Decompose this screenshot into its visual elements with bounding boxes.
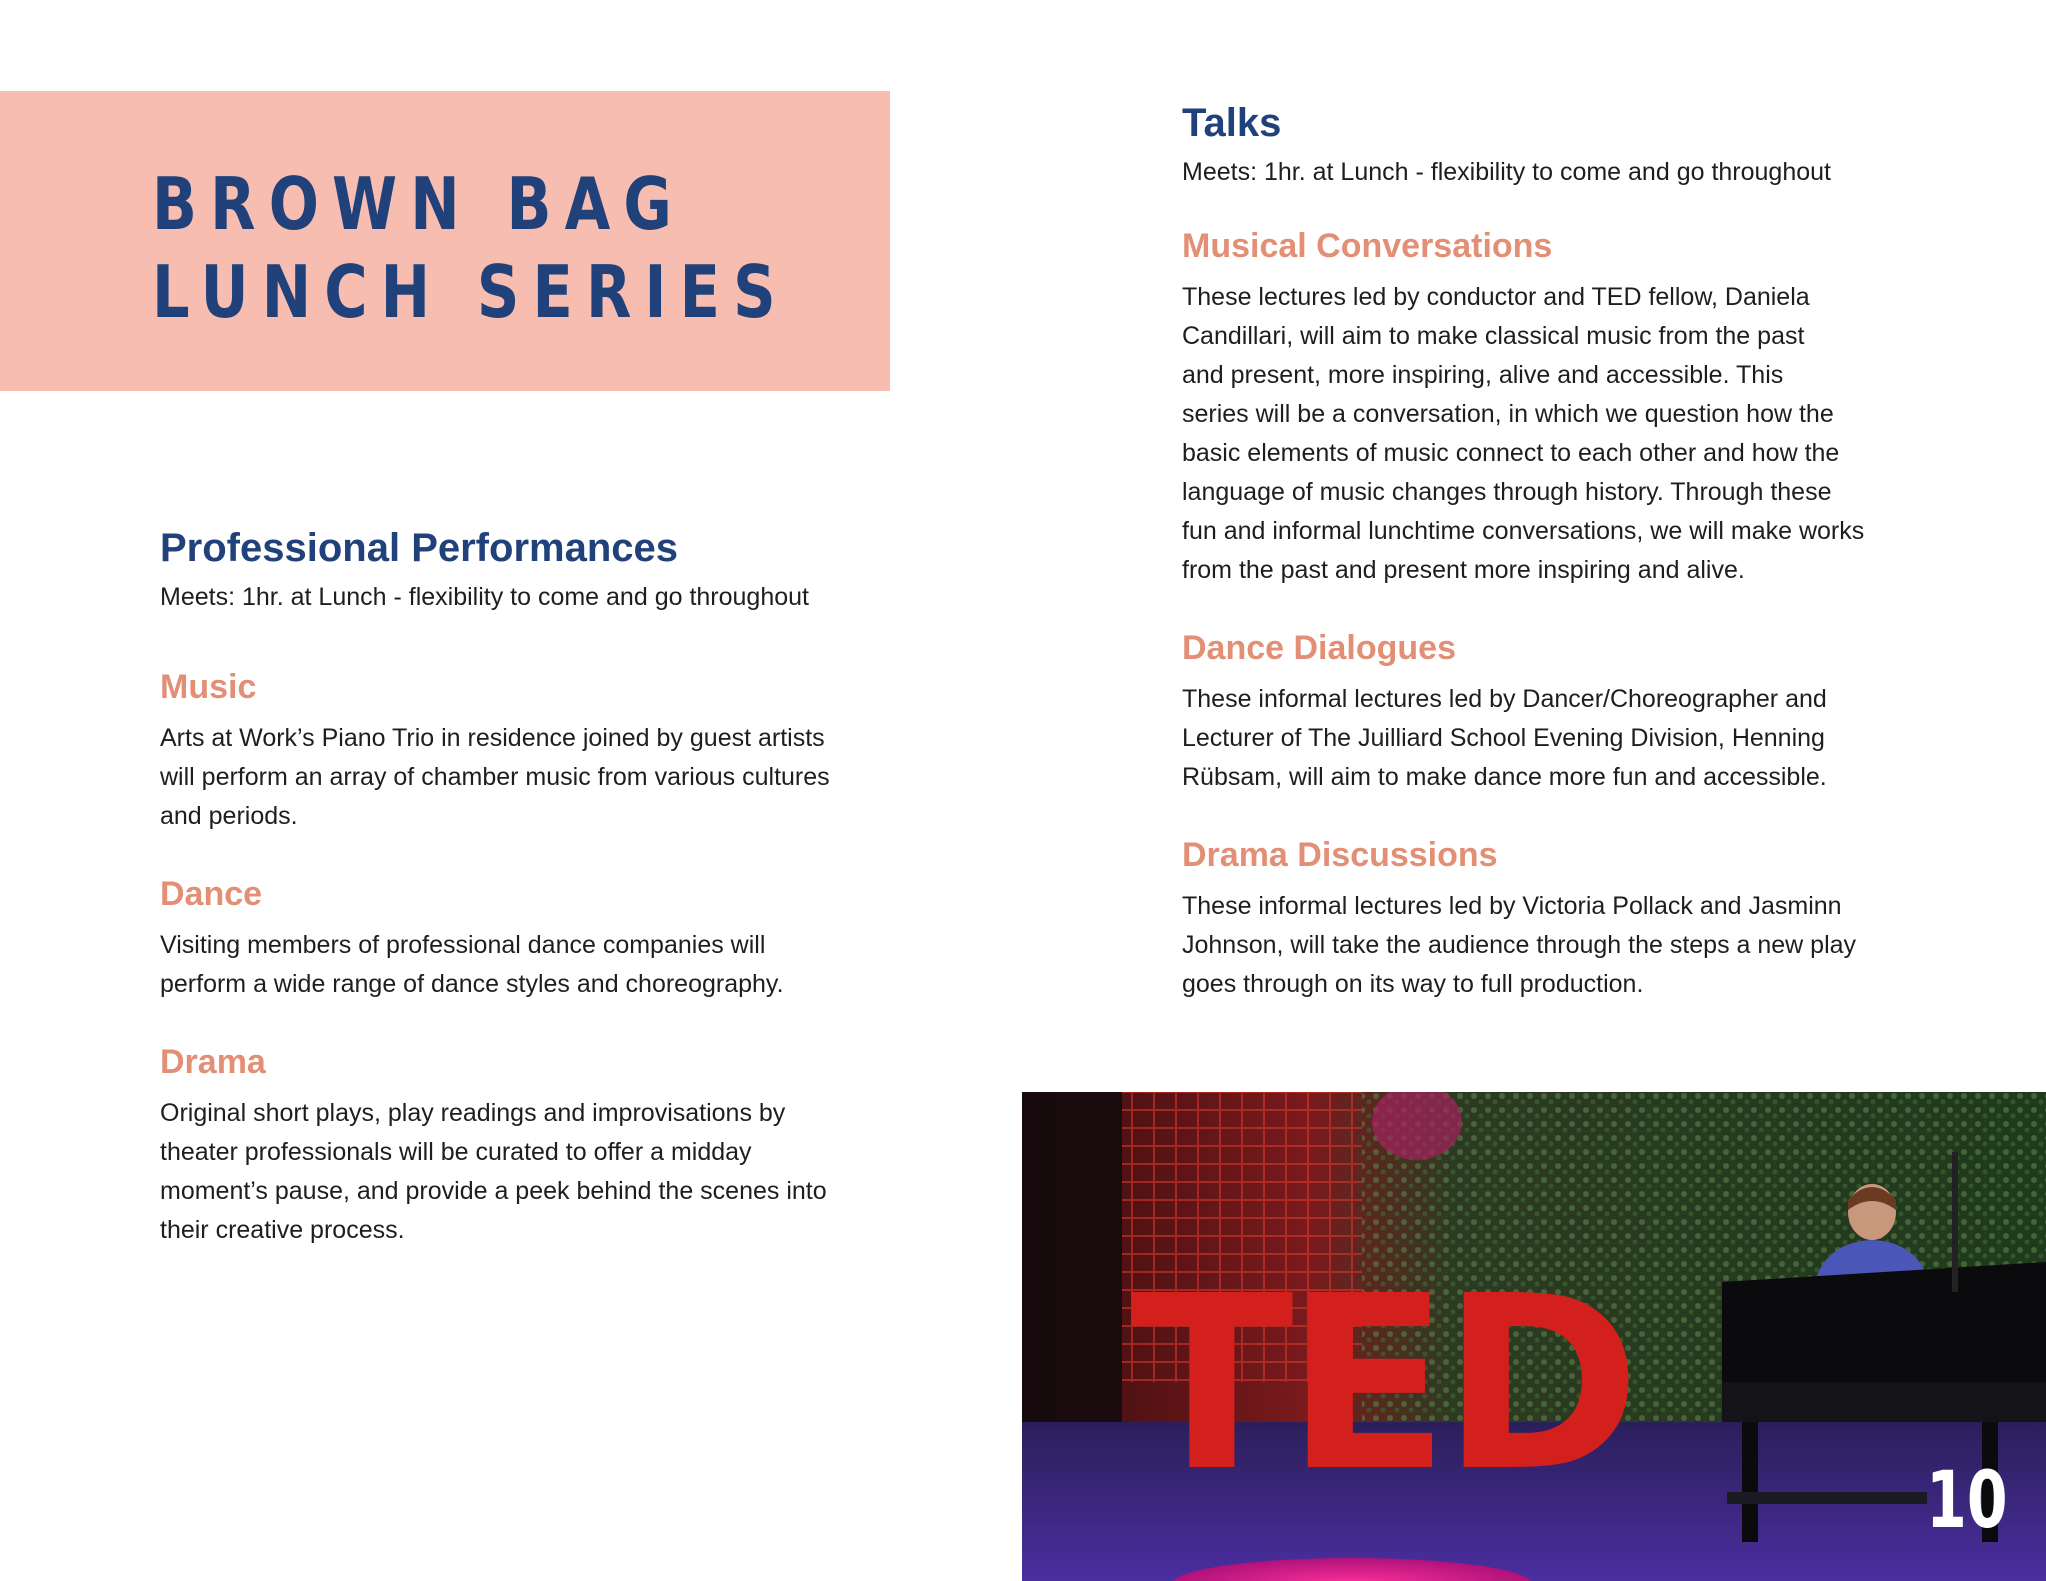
text-line: basic elements of music connect to each other and how the	[1182, 439, 1840, 467]
text-line: and periods.	[160, 802, 298, 830]
musical-conversations-description	[1182, 278, 1942, 590]
ted-logo: TED	[1130, 1244, 1633, 1524]
text-line: perform a wide range of dance styles and choreography.	[160, 970, 784, 998]
text-line: Johnson, will take the audience through the steps a new play	[1182, 931, 1857, 959]
music-section	[160, 667, 880, 836]
dance-dialogues-section	[1182, 628, 1942, 797]
ted-stage-illustration	[1022, 1092, 2046, 1581]
series-title-line-1: BROWN BAG	[152, 162, 685, 246]
music-heading: Music	[160, 668, 257, 706]
dance-heading: Dance	[160, 875, 263, 913]
text-line: Arts at Work’s Piano Trio in residence joined by guest artists	[160, 724, 825, 752]
musical-conversations-section	[1182, 226, 1942, 590]
text-line: language of music changes through history. Through these	[1182, 478, 1832, 506]
text-line: series will be a conversation, in which we question how the	[1182, 400, 1834, 428]
piano-body	[1722, 1382, 2046, 1422]
drama-discussions-description	[1182, 887, 1942, 1004]
text-line: theater professionals will be curated to offer a midday	[160, 1138, 752, 1166]
series-title	[152, 160, 789, 336]
ted-stage-photo	[1022, 1092, 2046, 1581]
page-number: 10	[1926, 1456, 2008, 1546]
text-line: their creative process.	[160, 1216, 405, 1244]
talks-column	[1182, 100, 1942, 1004]
text-line: Visiting members of professional dance companies will	[160, 931, 766, 959]
text-line: from the past and present more inspiring and alive.	[1182, 556, 1745, 584]
text-line: Lecturer of The Juilliard School Evening Division, Henning	[1182, 724, 1825, 752]
text-line: Candillari, will aim to make classical music from the past	[1182, 322, 1805, 350]
piano-bench	[1727, 1492, 1927, 1504]
series-title-line-2: LUNCH SERIES	[152, 250, 789, 334]
professional-performances-heading: Professional Performances	[160, 526, 678, 570]
piano-lid	[1722, 1262, 2046, 1392]
text-line: goes through on its way to full production.	[1182, 970, 1644, 998]
drama-discussions-section	[1182, 835, 1942, 1004]
text-line: fun and informal lunchtime conversations, we will make works	[1182, 517, 1865, 545]
musical-conversations-heading: Musical Conversations	[1182, 227, 1553, 265]
dance-section	[160, 874, 880, 1004]
piano-leg	[1742, 1422, 1758, 1542]
text-line: Original short plays, play readings and improvisations by	[160, 1099, 786, 1127]
text-line: moment’s pause, and provide a peek behind the scenes into	[160, 1177, 827, 1205]
drama-description	[160, 1094, 880, 1250]
drama-heading: Drama	[160, 1043, 266, 1081]
dance-dialogues-description	[1182, 680, 1942, 797]
drama-discussions-heading: Drama Discussions	[1182, 836, 1498, 874]
professional-performances-column	[160, 525, 880, 1250]
text-line: Rübsam, will aim to make dance more fun and accessible.	[1182, 763, 1827, 791]
text-line: will perform an array of chamber music from various cultures	[160, 763, 830, 791]
text-line: and present, more inspiring, alive and accessible. This	[1182, 361, 1784, 389]
text-line: These lectures led by conductor and TED fellow, Daniela	[1182, 283, 1810, 311]
drama-section	[160, 1042, 880, 1250]
text-line: These informal lectures led by Victoria Pollack and Jasminn	[1182, 892, 1842, 920]
dance-dialogues-heading: Dance Dialogues	[1182, 629, 1456, 667]
talks-heading: Talks	[1182, 101, 1282, 145]
music-description	[160, 719, 880, 836]
talks-meets-text: Meets: 1hr. at Lunch - flexibility to come and go throughout	[1182, 158, 1831, 186]
dance-description	[160, 926, 880, 1004]
mic-stand	[1952, 1152, 1958, 1292]
text-line: These informal lectures led by Dancer/Choreographer and	[1182, 685, 1827, 713]
professional-meets-text: Meets: 1hr. at Lunch - flexibility to come and go throughout	[160, 583, 809, 611]
